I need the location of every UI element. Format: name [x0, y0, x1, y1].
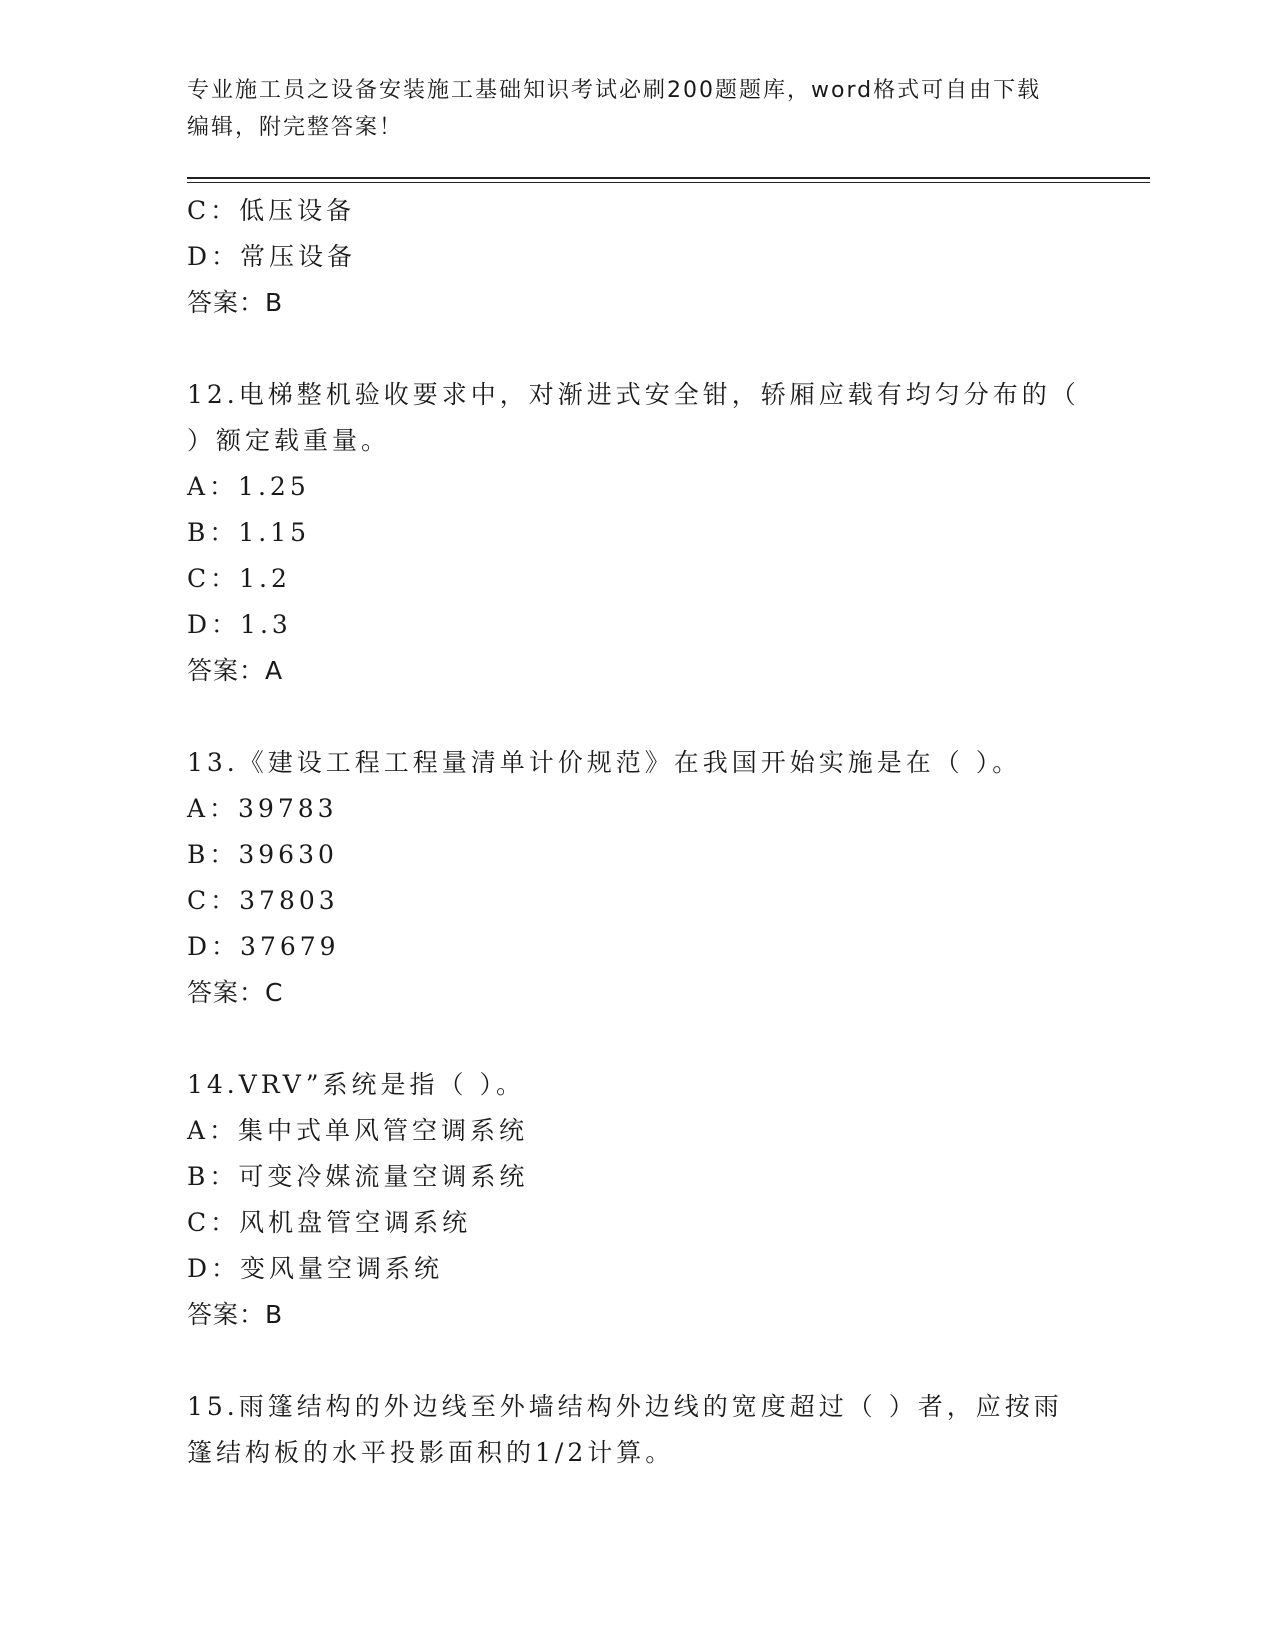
- question-13: [187, 740, 1077, 1016]
- option-a: A：1.25: [187, 472, 310, 501]
- option-c: C：风机盘管空调系统: [187, 1208, 472, 1237]
- answer: 答案：B: [187, 1300, 284, 1329]
- question-list: [187, 188, 1080, 1476]
- option-d: D：37679: [187, 932, 340, 961]
- spacer: [187, 1338, 1077, 1384]
- option-b: B：1.15: [187, 518, 311, 547]
- header-divider-thin: [187, 182, 1150, 183]
- spacer: [187, 1016, 1077, 1062]
- option-b: B：39630: [187, 840, 338, 869]
- option-c: C：低压设备: [187, 196, 356, 225]
- answer: 答案：B: [187, 288, 284, 317]
- header-divider-thick: [187, 177, 1150, 179]
- answer: 答案：C: [187, 978, 284, 1007]
- option-d: D：变风量空调系统: [187, 1254, 444, 1283]
- question-stem-cont: 篷结构板的水平投影面积的1/2计算。: [187, 1438, 675, 1467]
- question-11: [187, 188, 1077, 326]
- option-c: C：37803: [187, 886, 339, 915]
- option-a: A：集中式单风管空调系统: [187, 1116, 529, 1145]
- option-a: A：39783: [187, 794, 338, 823]
- header-line-1: 专业施工员之设备安装施工基础知识考试必刷200题题库，word格式可自由下载: [187, 78, 1042, 103]
- option-d: D：常压设备: [187, 242, 357, 271]
- question-stem: 14.VRV”系统是指（ ）。: [187, 1070, 525, 1099]
- answer: 答案：A: [187, 656, 284, 685]
- question-stem: 13.《建设工程工程量清单计价规范》在我国开始实施是在（ ）。: [187, 748, 1022, 777]
- spacer: [187, 326, 1077, 372]
- question-14: [187, 1062, 1077, 1338]
- option-b: B：可变冷媒流量空调系统: [187, 1162, 529, 1191]
- question-stem: 12.电梯整机验收要求中，对渐进式安全钳，轿厢应载有均匀分布的（: [187, 380, 1080, 409]
- question-15: [187, 1384, 1077, 1476]
- option-c: C：1.2: [187, 564, 291, 593]
- option-d: D：1.3: [187, 610, 292, 639]
- spacer: [187, 694, 1077, 740]
- question-stem: 15.雨篷结构的外边线至外墙结构外边线的宽度超过（ ）者，应按雨: [187, 1392, 1063, 1421]
- header-line-2: 编辑，附完整答案！: [187, 115, 404, 140]
- question-stem-cont: ）额定载重量。: [187, 426, 391, 455]
- question-12: [187, 372, 1080, 694]
- document-header: [187, 72, 1087, 146]
